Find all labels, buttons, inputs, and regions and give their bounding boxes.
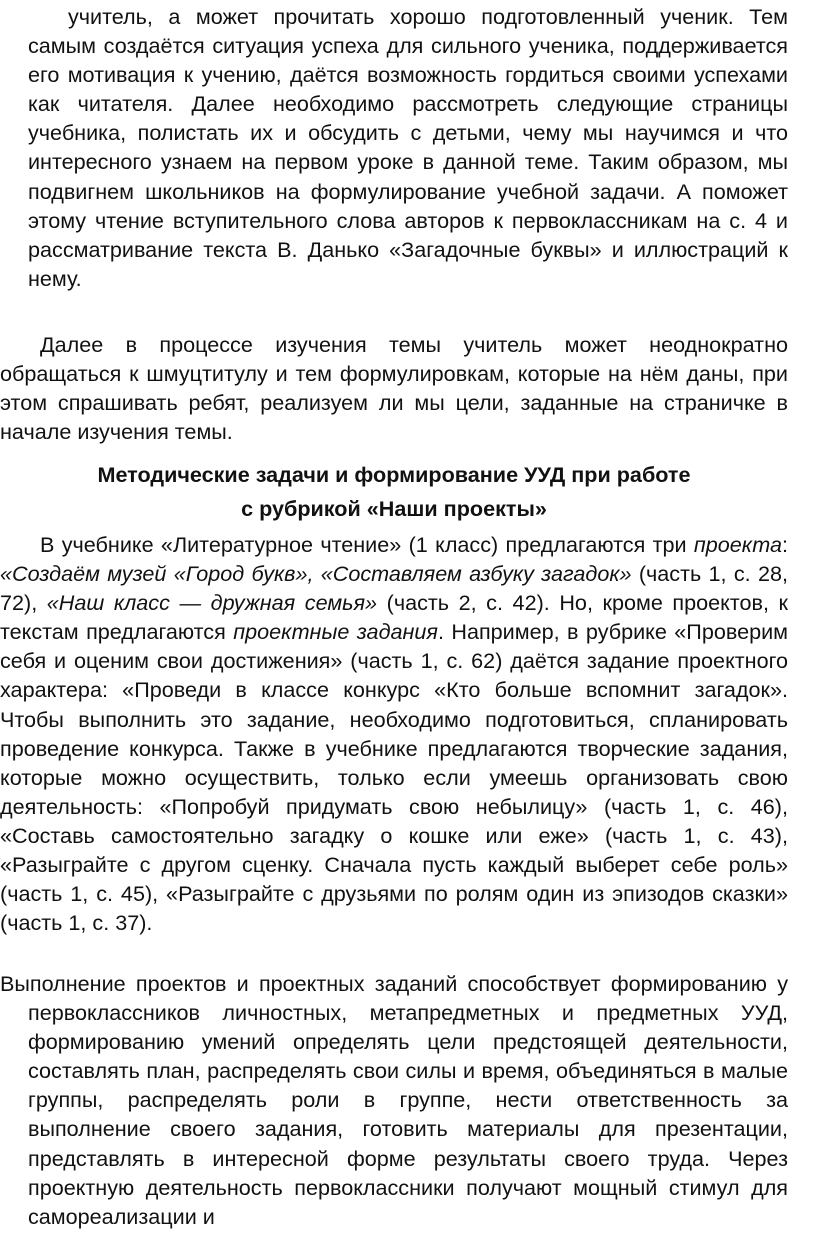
paragraph-3 bbox=[0, 530, 788, 937]
p3-text-1: В учебнике «Литературное чтение» (1 класс) предлагаются три bbox=[40, 532, 694, 557]
paragraph-2: Далее в процессе изучения темы учитель может неоднократно обращаться к шмуцтитулу и тем формулировкам, которые на нём даны, при этом спрашивать ребят, реализуем ли мы цели, заданные на страничке в начале изучения темы. bbox=[0, 332, 788, 445]
p3-italic-3: «Наш класс — дружная семья» bbox=[46, 590, 378, 616]
paragraph-4: Выполнение проектов и проектных заданий способствует формированию у первоклассников личностных, метапредметных и предметных УУД, формированию умений определять цели предстоящей деятельности, составлять план, распределять свои силы и время, объединяться в малые группы, распределять роли в группе, нести ответственность за выполнение своего задания, готовить материалы для презентации, представлять в интересной форме результаты своего труда. Через проектную деятельность первоклассники получают мощный стимул для самореализации и bbox=[0, 971, 788, 1229]
p3-italic-1: проекта bbox=[693, 532, 782, 557]
p3-italic-2: «Создаём музей «Город букв», «Составляем азбуку загадок» bbox=[0, 561, 632, 587]
p3-text-3: (часть 1, с. 28, 72), bbox=[0, 561, 788, 616]
p3-text-5: . Например, в рубрике «Проверим себя и оценим свои достижения» (часть 1, с. 62) даётся задание проектного характера: «Проведи в классе конкурс «Кто больше вспомнит загадок». Чтобы выполнить это задание, необходимо подготовиться, спланировать проведение конкурса. Также в учебнике предлагаются творческие задания, которые можно осуществить, только если умеешь организовать свою деятельность: «Попробуй придумать свою небылицу» (часть 1, с. 46), «Составь самостоятельно загадку о кошке или еже» (часть 1, с. 43), «Разыграйте с другом сценку. Сначала пусть каждый выберет себе роль» (часть 1, с. 45), «Разыграйте с друзьями по ролям один из эпизодов сказки» (часть 1, с. 37). bbox=[0, 619, 789, 936]
p3-text-2: : bbox=[782, 532, 788, 557]
p3-text-4: (часть 2, с. 42). Но, кроме проектов, к текстам предлагаются bbox=[0, 590, 788, 645]
paragraph-1: учитель, а может прочитать хорошо подготовленный ученик. Тем самым создаётся ситуация успеха для сильного ученика, поддерживается его мотивация к учению, даётся возможность гордиться своими успехами как читателя. Далее необходимо рассмотреть следующие страницы учебника, полистать их и обсудить с детьми, чему мы научимся и что интересного узнаем на первом уроке в данной теме. Таким образом, мы подвигнем школьников на формулирование учебной задачи. А поможет этому чтение вступительного слова авторов к первоклассникам на с. 4 и рассматривание текста В. Данько «Загадочные буквы» и иллюстраций к нему. bbox=[28, 4, 788, 291]
heading-line-1: Методические задачи и формирование УУД при работе bbox=[97, 462, 691, 487]
heading-line-2: с рубрикой «Наши проекты» bbox=[241, 496, 547, 521]
section-heading bbox=[0, 458, 788, 526]
p3-italic-4: проектные задания bbox=[233, 619, 438, 645]
